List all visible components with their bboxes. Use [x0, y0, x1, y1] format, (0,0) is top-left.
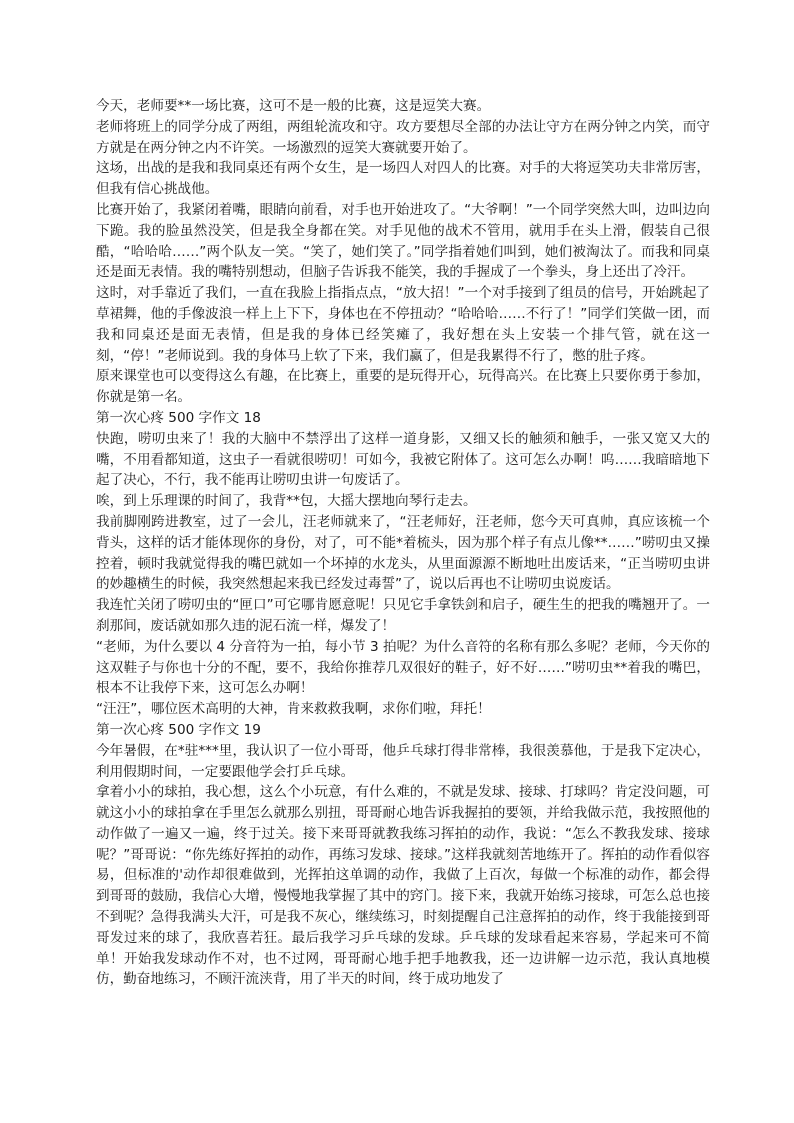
- paragraph: 我连忙关闭了唠叨虫的“匣口”可它哪肯愿意呢！只见它手拿铁剑和启子，硬生生的把我的嘴翘开了。一刹那间，废话就如那久违的泥石流一样，爆发了！: [96, 597, 710, 634]
- paragraph: 今年暑假，在*驻***里，我认识了一位小哥哥，他乒乓球打得非常棒，我很羡慕他，于是我下定决心，利用假期时间，一定要跟他学会打乒乓球。: [96, 742, 710, 780]
- paragraph: 我前脚刚跨进教室，过了一会儿，汪老师就来了，“汪老师好，汪老师，您今天可真帅，真应该梳一个背头，这样的话才能体现你的身份，对了，可不能*着梳头，因为那个样子有点儿像**……”唠叨虫又操控着，顿时我就觉得我的嘴巴就如一个坏掉的水龙头，从里面源源不断地吐出废话来，“正当唠叨虫讲的妙趣横生的时候，我突然想起来我已经发过毒誓”了，说以后再也不让唠叨虫说废话。: [96, 513, 710, 593]
- paragraph: 这场，出战的是我和我同桌还有两个女生，是一场四人对四人的比赛。对手的大将逗笑功夫非常厉害，但我有信心挑战他。: [96, 160, 710, 198]
- paragraph: 原来课堂也可以变得这么有趣，在比赛上，重要的是玩得开心，玩得高兴。在比赛上只要你勇于参加，你就是第一名。: [96, 368, 710, 406]
- paragraph: 这时，对手靠近了我们，一直在我脸上指指点点，“放大招！”一个对手接到了组员的信号，开始跳起了草裙舞，他的手像波浪一样上上下下，身体也在不停扭动？“哈哈哈……不行了！”同学们笑做一团，而我和同桌还是面无表情，但是我的身体已经笑瘫了，我好想在头上安装一个排气管，就在这一刻，“停！”老师说到。我的身体马上软了下来，我们赢了，但是我累得不行了，憋的肚子疼。: [96, 285, 710, 364]
- paragraph: 老师将班上的同学分成了两组，两组轮流攻和守。攻方要想尽全部的办法让守方在两分钟之内笑，而守方就是在两分钟之内不许笑。一场激烈的逗笑大赛就要开始了。: [96, 118, 710, 156]
- paragraph: 拿着小小的球拍，我心想，这么个小玩意，有什么难的，不就是发球、接球、打球吗？肯定没问题，可就这小小的球拍拿在手里怎么就那么别扭，哥哥耐心地告诉我握拍的要领，并给我做示范，我按照他的动作做了一遍又一遍，终于过关。接下来哥哥就教我练习挥拍的动作，我说：“怎么不教我发球、接球呢？”哥哥说：“你先练好挥拍的动作，再练习发球、接球。”这样我就刻苦地练开了。挥拍的动作看似容易，但标准的'动作却很难做到，光挥拍这单调的动作，我做了上百次，每做一个标准的动作，都会得到哥哥的鼓励，我信心大增，慢慢地我掌握了其中的窍门。接下来，我就开始练习接球，可怎么总也接不到呢？急得我满头大汗，可是我不灰心，继续练习，时刻提醒自己注意挥拍的动作，终于我能接到哥哥发过来的球了，我欣喜若狂。最后我学习乒乓球的发球。乒乓球的发球看起来容易，学起来可不简单！开始我发球动作不对，也不过网，哥哥耐心地手把手地教我，还一边讲解一边示范，我认真地模仿，勤奋地练习，不顾汗流浃背，用了半天的时间，终于成功地发了: [96, 784, 710, 988]
- paragraph: “老师，为什么要以 4 分音符为一拍，每小节 3 拍呢？为什么音符的名称有那么多呢？老师，今天你的这双鞋子与你也十分的不配，要不，我给你推荐几双很好的鞋子，好不好……”唠叨虫**着我的嘴巴，根本不让我停下来，这可怎么办啊！: [96, 638, 710, 697]
- paragraph: 快跑，唠叨虫来了！我的大脑中不禁浮出了这样一道身影，又细又长的触须和触手，一张又宽又大的嘴，不用看都知道，这虫子一看就很唠叨！可如今，我被它附体了。这可怎么办啊！呜……我暗暗地下起了决心，不行，我不能再让唠叨虫讲一句废话了。: [96, 430, 710, 489]
- section-heading: 第一次心疼 500 字作文 18: [96, 409, 261, 426]
- section-heading: 第一次心疼 500 字作文 19: [96, 721, 261, 738]
- paragraph: 今天，老师要**一场比赛，这可不是一般的比赛，这是逗笑大赛。: [96, 98, 491, 114]
- paragraph: 唉，到上乐理课的时间了，我背**包，大摇大摆地向琴行走去。: [96, 493, 477, 510]
- paragraph: 比赛开始了，我紧闭着嘴，眼睛向前看，对手也开始进攻了。“大爷啊！”一个同学突然大叫，边叫边向下跪。我的脸虽然没笑，但是我全身都在笑。对手见他的战术不管用，就用手在头上滑，假装自己很酷，“哈哈哈……”两个队友一笑。“笑了，她们笑了。”同学指着她们叫到，她们被淘汰了。而我和同桌还是面无表情。我的嘴特别想动，但脑子告诉我不能笑，我的手握成了一个拳头，身上还出了冷汗。: [96, 201, 710, 281]
- document-body: [96, 96, 710, 990]
- paragraph: “汪汪”，哪位医术高明的大神，肯来救救我啊，求你们啦，拜托！: [96, 701, 491, 718]
